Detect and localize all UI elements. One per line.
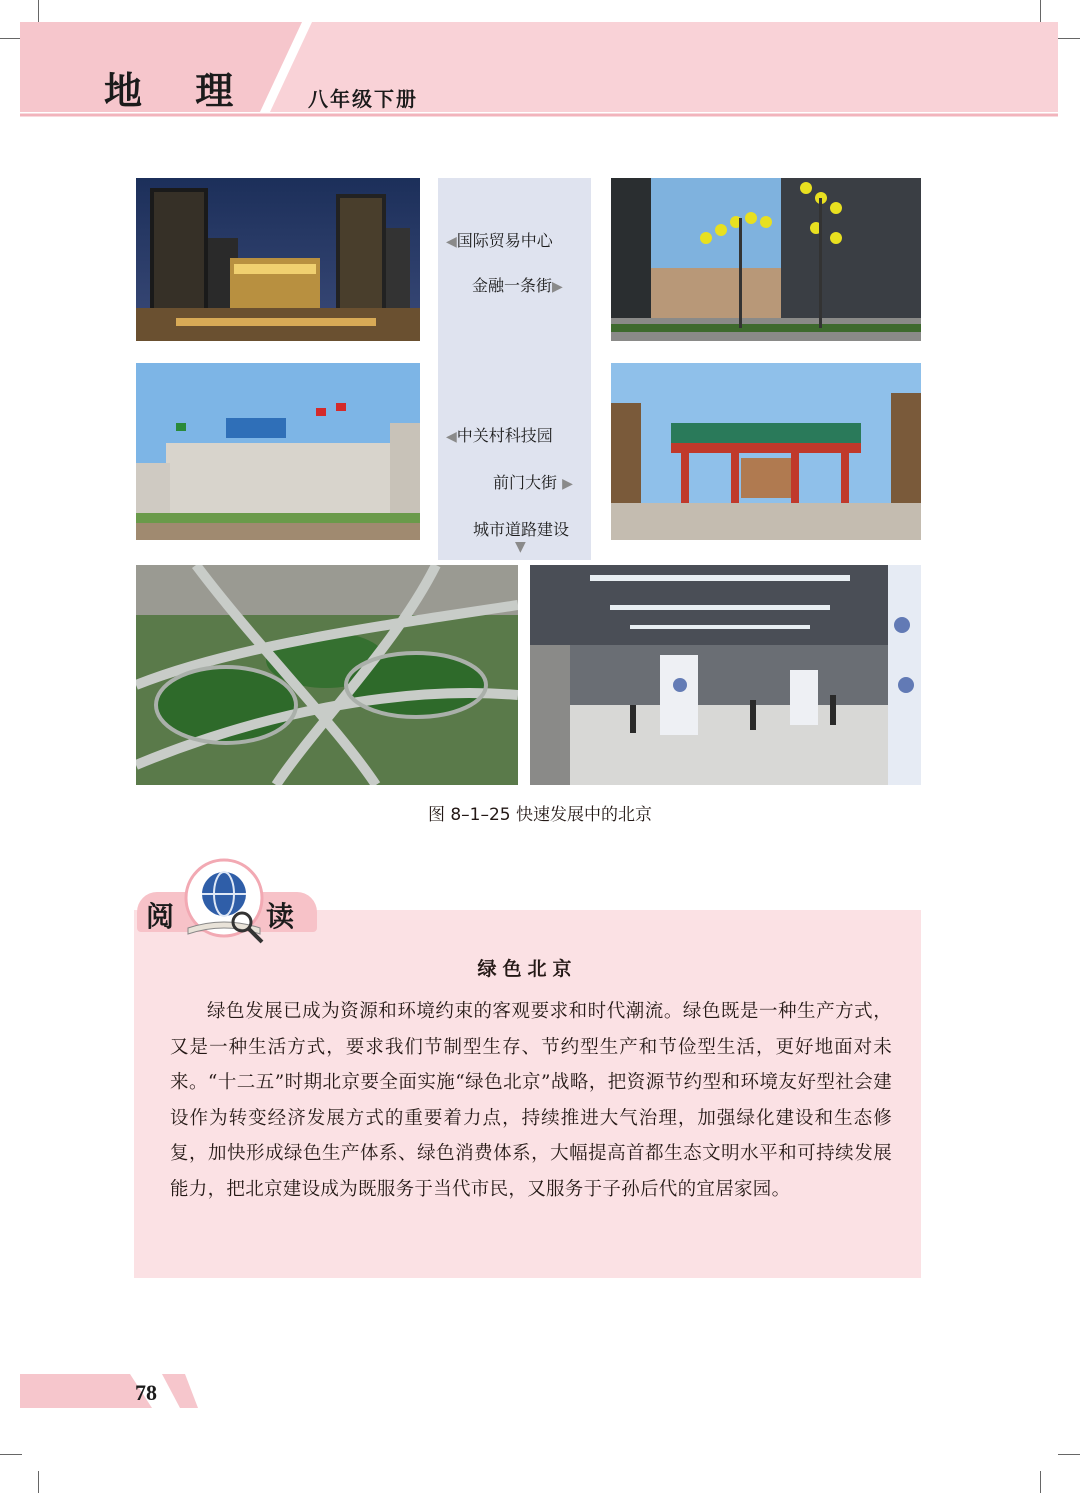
crop-mark [1040,0,1041,22]
label-road-text: 城市道路建设 [473,520,570,539]
crop-mark [1040,1471,1041,1493]
label-zhongguancun [446,423,553,446]
crop-mark [0,38,22,39]
reading-title: 绿色北京 [477,958,578,980]
photo-guomao [136,178,420,341]
crop-mark [1058,38,1080,39]
grade-subtitle: 八年级下册 [308,87,418,111]
photo-subway [530,565,921,785]
reading-char-2: 读 [266,900,295,933]
page-number: 78 [135,1380,157,1405]
photo-jinrong [611,178,921,341]
page-number-tab [20,1374,198,1408]
label-jinrong [472,273,563,296]
label-jinrong-text: 金融一条街 [472,276,553,295]
crop-mark [1058,1454,1080,1455]
right-arrow-icon: ▶ [552,279,563,295]
label-qianmen-text: 前门大街 [493,473,558,492]
left-arrow-icon: ◀ [446,234,457,250]
photo-interchange [136,565,518,785]
photo-qianmen [611,363,921,540]
label-guomao [446,228,553,251]
crop-mark [0,1454,22,1455]
reading-char-1: 阅 [146,900,175,933]
right-arrow-icon: ▶ [562,476,573,492]
crop-mark [38,0,39,22]
label-road [473,517,569,540]
left-arrow-icon: ◀ [446,429,457,445]
label-qianmen [493,470,573,493]
globe-book-icon [180,858,270,950]
photo-zhongguancun [136,363,420,540]
crop-mark [38,1471,39,1493]
down-arrow-icon: ▼ [515,539,526,555]
label-guomao-text: 国际贸易中心 [456,231,553,250]
label-zhongguancun-text: 中关村科技园 [456,426,553,445]
subject-title: 地 理 [104,68,254,113]
reading-body: 绿色发展已成为资源和环境约束的客观要求和时代潮流。绿色既是一种生产方式，又是一种生活方式，要求我们节制型生存、节约型生产和节俭型生活，更好地面对未来。“十二五”时期北京要全面实施“绿色北京”战略，把资源节约型和环境友好型社会建设作为转变经济发展方式的重要着力点，持续推进大气治理，加强绿化建设和生态修复，加快形成绿色生产体系、绿色消费体系，大幅提高首都生态文明水平和可持续发展能力，把北京建设成为既服务于当代市民，又服务于子孙后代的宜居家园。 [170,1001,892,1200]
figure-caption: 图 8–1–25 快速发展中的北京 [427,805,653,825]
